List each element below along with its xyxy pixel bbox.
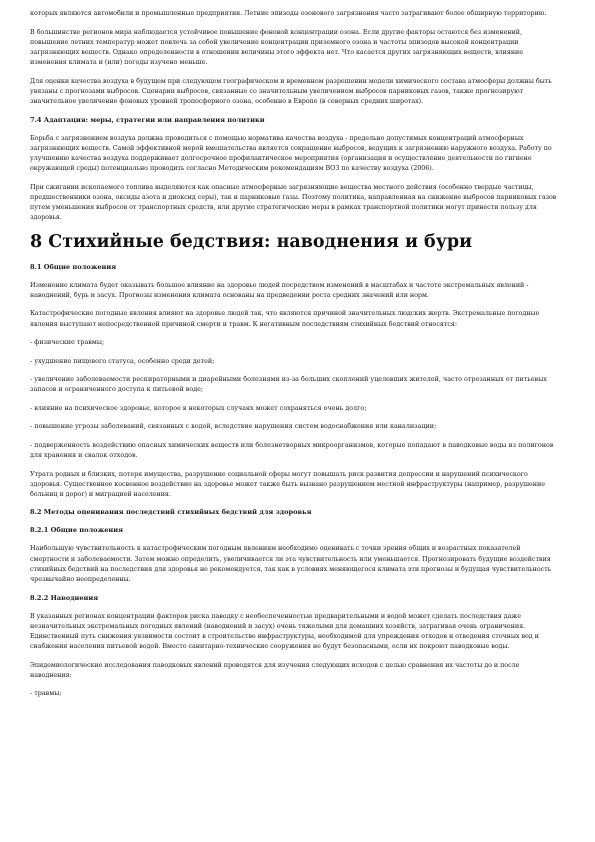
list-item: - увеличение заболеваемости респираторными и диарейными болезнями из-за больших скоплений уцелевших жителей, часто отрезанных от питьевых запасов и ограниченного доступа к питьевой воде;	[30, 375, 547, 394]
paragraph-epidemiological-studies: Эпидемиологические исследования паводковых явлений проводятся для изучения следующих исходов с целью сравнения их частоты до и после наводнения:	[30, 660, 520, 679]
paragraph-air-pollution-control: Борьба с загрязнением воздуха должна проводиться с помощью норматива качества воздуха - предельно допустимых концентраций атмосферных загрязняющих веществ. Самой эффективной мерой вмешательства является сокращение выбросов, ведущих к загрязнению наружного воздуха. Работу по улучшению качества воздуха поддерживает долгосрочное профилактическое мероприятия (организация и осуществление деятельности по гигиене окружающей среды) потенциально проводить согласно Методическим рекомендациям ВОЗ по качеству воздуха (2006).	[30, 133, 552, 173]
paragraph-ozone-trend: В большинстве регионов мира наблюдается устойчивое повышение фоновой концентрации озона. Если другие факторы остаются без изменений, повышение летних температур может повлечь за собой увеличение концентрации приземного озона и частоты эпизодов высокой концентрации загрязняющих веществ. Однако определенности в отношении величины этого эффекта нет. Что касается других загрязняющих веществ, влияние изменения климата и (или) погоды изучено меньше.	[30, 27, 523, 67]
paragraph-ozone-episodes: которых являются автомобили и промышленные предприятия. Летние эпизоды озонового загрязнения часто затрагивают более обширную территорию.	[30, 9, 547, 17]
paragraph-air-quality-model: Для оценки качества воздуха в будущем при следующем географическом и временном разрешении модели химического состава атмосферы должны быть увязаны с прогнозами выбросов. Сценарии выбросов, связанные со значительным увеличением выбросов парниковых газов, также прогнозируют значительное увеличение фоновых уровней тропосферного озона, особенно в Европе (в северных средних широтах).	[30, 76, 552, 106]
paragraph-catastrophic-events: Катастрофические погодные явления влияют на здоровье людей так, что являются причиной значительных людских жертв. Экстремальные погодные явления выступают непосредственной причиной смерти и травм. К негативным последствиям стихийных бедствий относятся:	[30, 309, 540, 328]
paragraph-floods-risk: В указанных регионах концентрации факторов риска паводку с необеспеченностью предварительными и водой может сделать последствия даже незначительных экстремальных погодных явлений (наводнений и засух) очень тяжелыми для домашних хозяйств, затрагивая очень ограничения. Единственный путь снижения уязвимости состоит в строительстве инфраструктуры, необходимой для упреждения отходов и отведения сточных вод и снабжения населения питьевой водой. Вместо санитарно-технические сооружения не будут безопасными, если их покроют паводковые воды.	[30, 611, 539, 651]
section-heading-7-4: 7.4 Адаптация: меры, стратегии или направления политики	[30, 115, 265, 124]
section-heading-8-2-1: 8.2.1 Общие положения	[30, 526, 124, 535]
list-item: - влияние на психическое здоровье, которое в некоторых случаях может сохраняться очень долго;	[30, 403, 367, 412]
list-item: - подверженность воздействию опасных химических веществ или болезнетворных микроорганизмов, которые попадают в паводковые воды из полигонов для хранения и свалок отходов.	[30, 440, 554, 460]
section-heading-8-2-2: 8.2.2 Наводнения	[30, 593, 99, 602]
paragraph-sensitivity-assessment: Наибольшую чувствительность к катастрофическим погодным явлениям необходимо оценивать с точки зрения общих и возрастных показателей смертности и заболеваемости. Затем можно определить, увеличивается ли эта чувствительность или уменьшается. Прогнозировать будущие воздействия стихийных бедствий на последствия для здоровья не рекомендуется, так как в условиях меняющегося климата эти прогнозы и будущая чувствительность чрезвычайно неопределенны.	[30, 544, 552, 584]
paragraph-loss-depression: Утрата родных и близких, потеря имущества, разрушение социальной сферы могут повышать риск развития депрессии и нарушений психического здоровья. Существенное косвенное воздействие на здоровье может также быть вызвано разрушением местной инфраструктуры (например, разрушение больниц и дорог) и миграцией населения.	[30, 469, 545, 498]
list-item: - травмы;	[30, 689, 62, 698]
paragraph-climate-extremes: Изменение климата будет оказывать большое влияние на здоровье людей посредством изменений в масштабах и частоте экстремальных явлений - наводнений, бурь и засух. Прогнозы изменения климата основаны на предведении роста средних значений или норм.	[30, 280, 529, 299]
paragraph-fossil-fuel: При сжигании ископаемого топлива выделяются как опасные атмосферные загрязняющие вещества местного действия (особенно твердые частицы, предшественники озона, оксиды азота и диоксид серы), так и парниковые газы. Поэтому политика, направленная на снижение выбросов парниковых газов путем уменьшения выбросов от транспортных средств, или другие стратегические меры в рамках транспортной политики могут принести пользу для здоровья.	[30, 182, 557, 222]
list-item: - физические травмы;	[30, 338, 105, 347]
list-item: - ухудшение пищевого статуса, особенно среди детей;	[30, 356, 215, 365]
chapter-heading-8: 8 Стихийные бедствия: наводнения и бури	[30, 231, 473, 252]
section-heading-8-1: 8.1 Общие положения	[30, 262, 117, 271]
section-heading-8-2: 8.2 Методы оценивания последствий стихийных бедствий для здоровья	[30, 508, 312, 517]
list-item: - повышение угрозы заболеваний, связанных с водой, вследствие нарушения систем водоснабжения или канализации;	[30, 422, 437, 431]
